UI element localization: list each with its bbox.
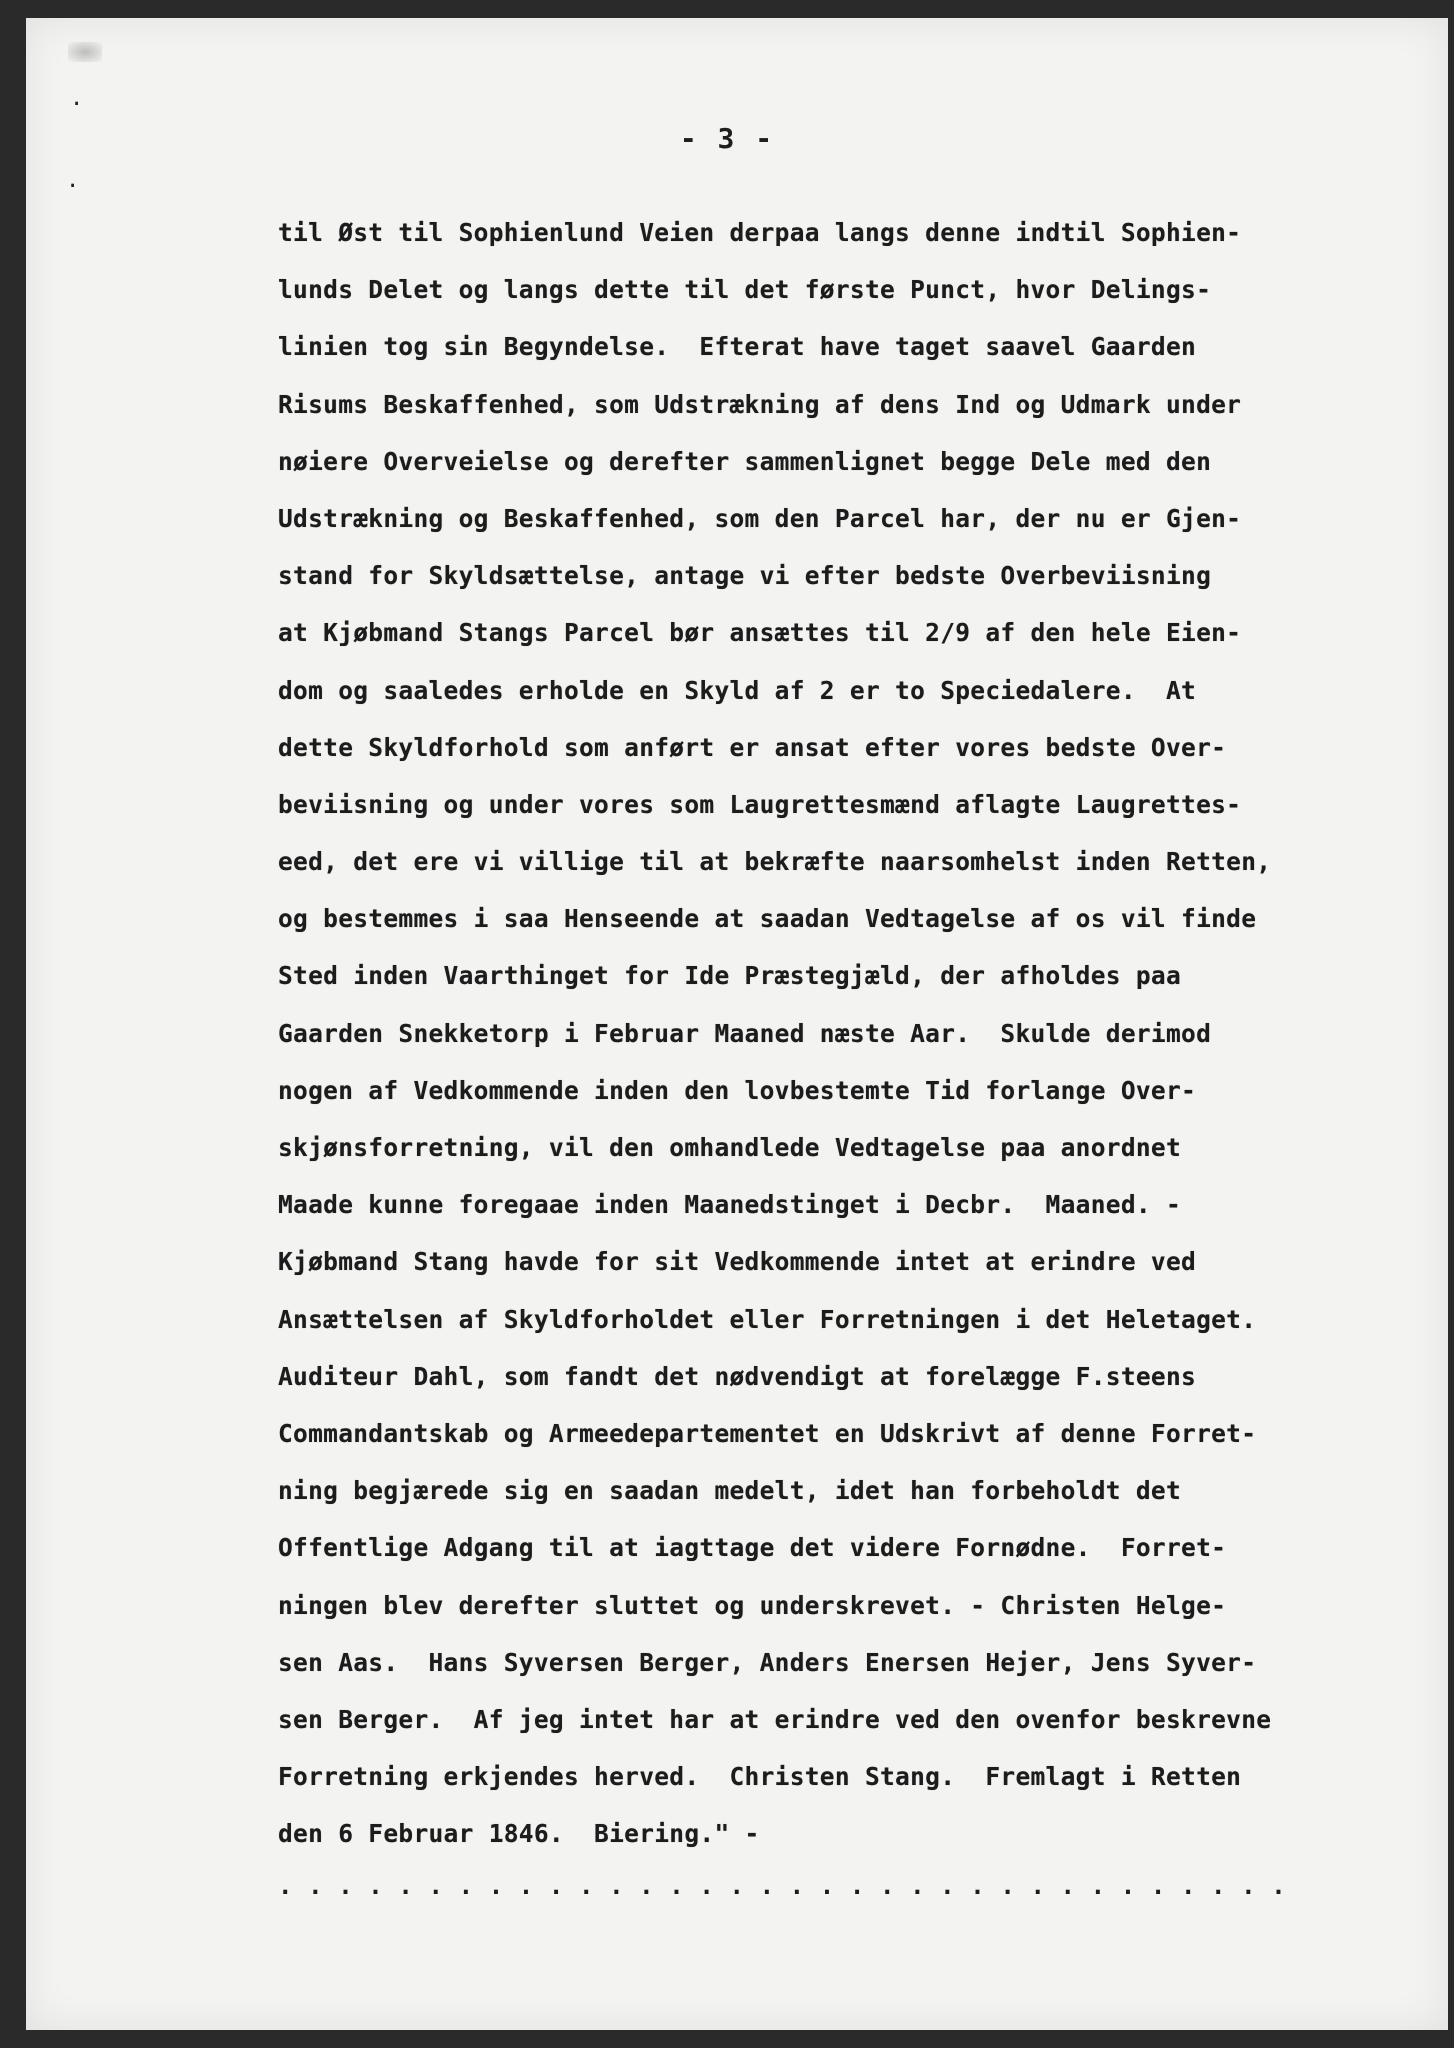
text-line: Offentlige Adgang til at iagttage det videre Fornødne. Forret- bbox=[278, 1533, 1227, 1563]
text-line: og bestemmes i saa Henseende at saadan Vedtagelse af os vil finde bbox=[278, 904, 1257, 934]
text-line: dom og saaledes erholde en Skyld af 2 er to Speciedalere. At bbox=[278, 675, 1197, 705]
dotted-rule: . . . . . . . . . . . . . . . . . . . . . . . . . . . . . . . . . . bbox=[278, 1872, 1287, 1900]
text-line: Maade kunne foregaae inden Maanedstinget i Decbr. Maaned. - bbox=[278, 1190, 1182, 1220]
text-line: stand for Skyldsættelse, antage vi efter bedste Overbeviisning bbox=[278, 561, 1212, 591]
text-line: den 6 Februar 1846. Biering." - bbox=[278, 1819, 760, 1849]
text-line: ningen blev derefter sluttet og underskrevet. - Christen Helge- bbox=[278, 1590, 1227, 1620]
text-line: Forretning erkjendes herved. Christen Stang. Fremlagt i Retten bbox=[278, 1762, 1242, 1792]
text-line: Ansættelsen af Skyldforholdet eller Forretningen i det Heletaget. bbox=[278, 1304, 1257, 1334]
text-line: eed, det ere vi villige til at bekræfte naarsomhelst inden Retten, bbox=[278, 847, 1272, 877]
text-line: til Øst til Sophienlund Veien derpaa langs denne indtil Sophien- bbox=[278, 218, 1242, 247]
text-line: dette Skyldforhold som anført er ansat efter vores bedste Over- bbox=[278, 732, 1227, 762]
text-line: sen Berger. Af jeg intet har at erindre ved den ovenfor beskrevne bbox=[278, 1704, 1272, 1734]
text-line: at Kjøbmand Stangs Parcel bør ansættes til 2/9 af den hele Eien- bbox=[278, 618, 1242, 648]
text-line: Udstrækning og Beskaffenhed, som den Parcel har, der nu er Gjen- bbox=[278, 503, 1242, 533]
text-line: sen Aas. Hans Syversen Berger, Anders Enersen Hejer, Jens Syver- bbox=[278, 1647, 1257, 1677]
scan-corner-mark bbox=[68, 42, 102, 62]
text-line: nøiere Overveielse og derefter sammenlignet begge Dele med den bbox=[278, 446, 1212, 476]
text-line: Auditeur Dahl, som fandt det nødvendigt at forelægge F.steens bbox=[278, 1361, 1197, 1391]
margin-mark: · bbox=[66, 174, 80, 199]
text-line: Sted inden Vaarthinget for Ide Præstegjæld, der afholdes paa bbox=[278, 961, 1182, 991]
page-number: - 3 - bbox=[679, 122, 775, 155]
margin-mark: · bbox=[70, 92, 84, 117]
text-line: ning begjærede sig en saadan medelt, idet han forbeholdt det bbox=[278, 1476, 1182, 1506]
text-line: beviisning og under vores som Laugrettesmænd aflagte Laugrettes- bbox=[278, 789, 1242, 819]
typed-text-body bbox=[278, 204, 1438, 1862]
text-line: lunds Delet og langs dette til det første Punct, hvor Delings- bbox=[278, 275, 1212, 305]
text-line: linien tog sin Begyndelse. Efterat have taget saavel Gaarden bbox=[278, 332, 1197, 362]
text-line: Risums Beskaffenhed, som Udstrækning af dens Ind og Udmark under bbox=[278, 389, 1242, 419]
text-line: skjønsforretning, vil den omhandlede Vedtagelse paa anordnet bbox=[278, 1133, 1182, 1162]
text-line: Gaarden Snekketorp i Februar Maaned næste Aar. Skulde derimod bbox=[278, 1018, 1212, 1048]
text-line: Kjøbmand Stang havde for sit Vedkommende intet at erindre ved bbox=[278, 1247, 1197, 1277]
text-line: Commandantskab og Armeedepartementet en Udskrivt af denne Forret- bbox=[278, 1418, 1257, 1448]
text-line: nogen af Vedkommende inden den lovbestemte Tid forlange Over- bbox=[278, 1075, 1197, 1105]
